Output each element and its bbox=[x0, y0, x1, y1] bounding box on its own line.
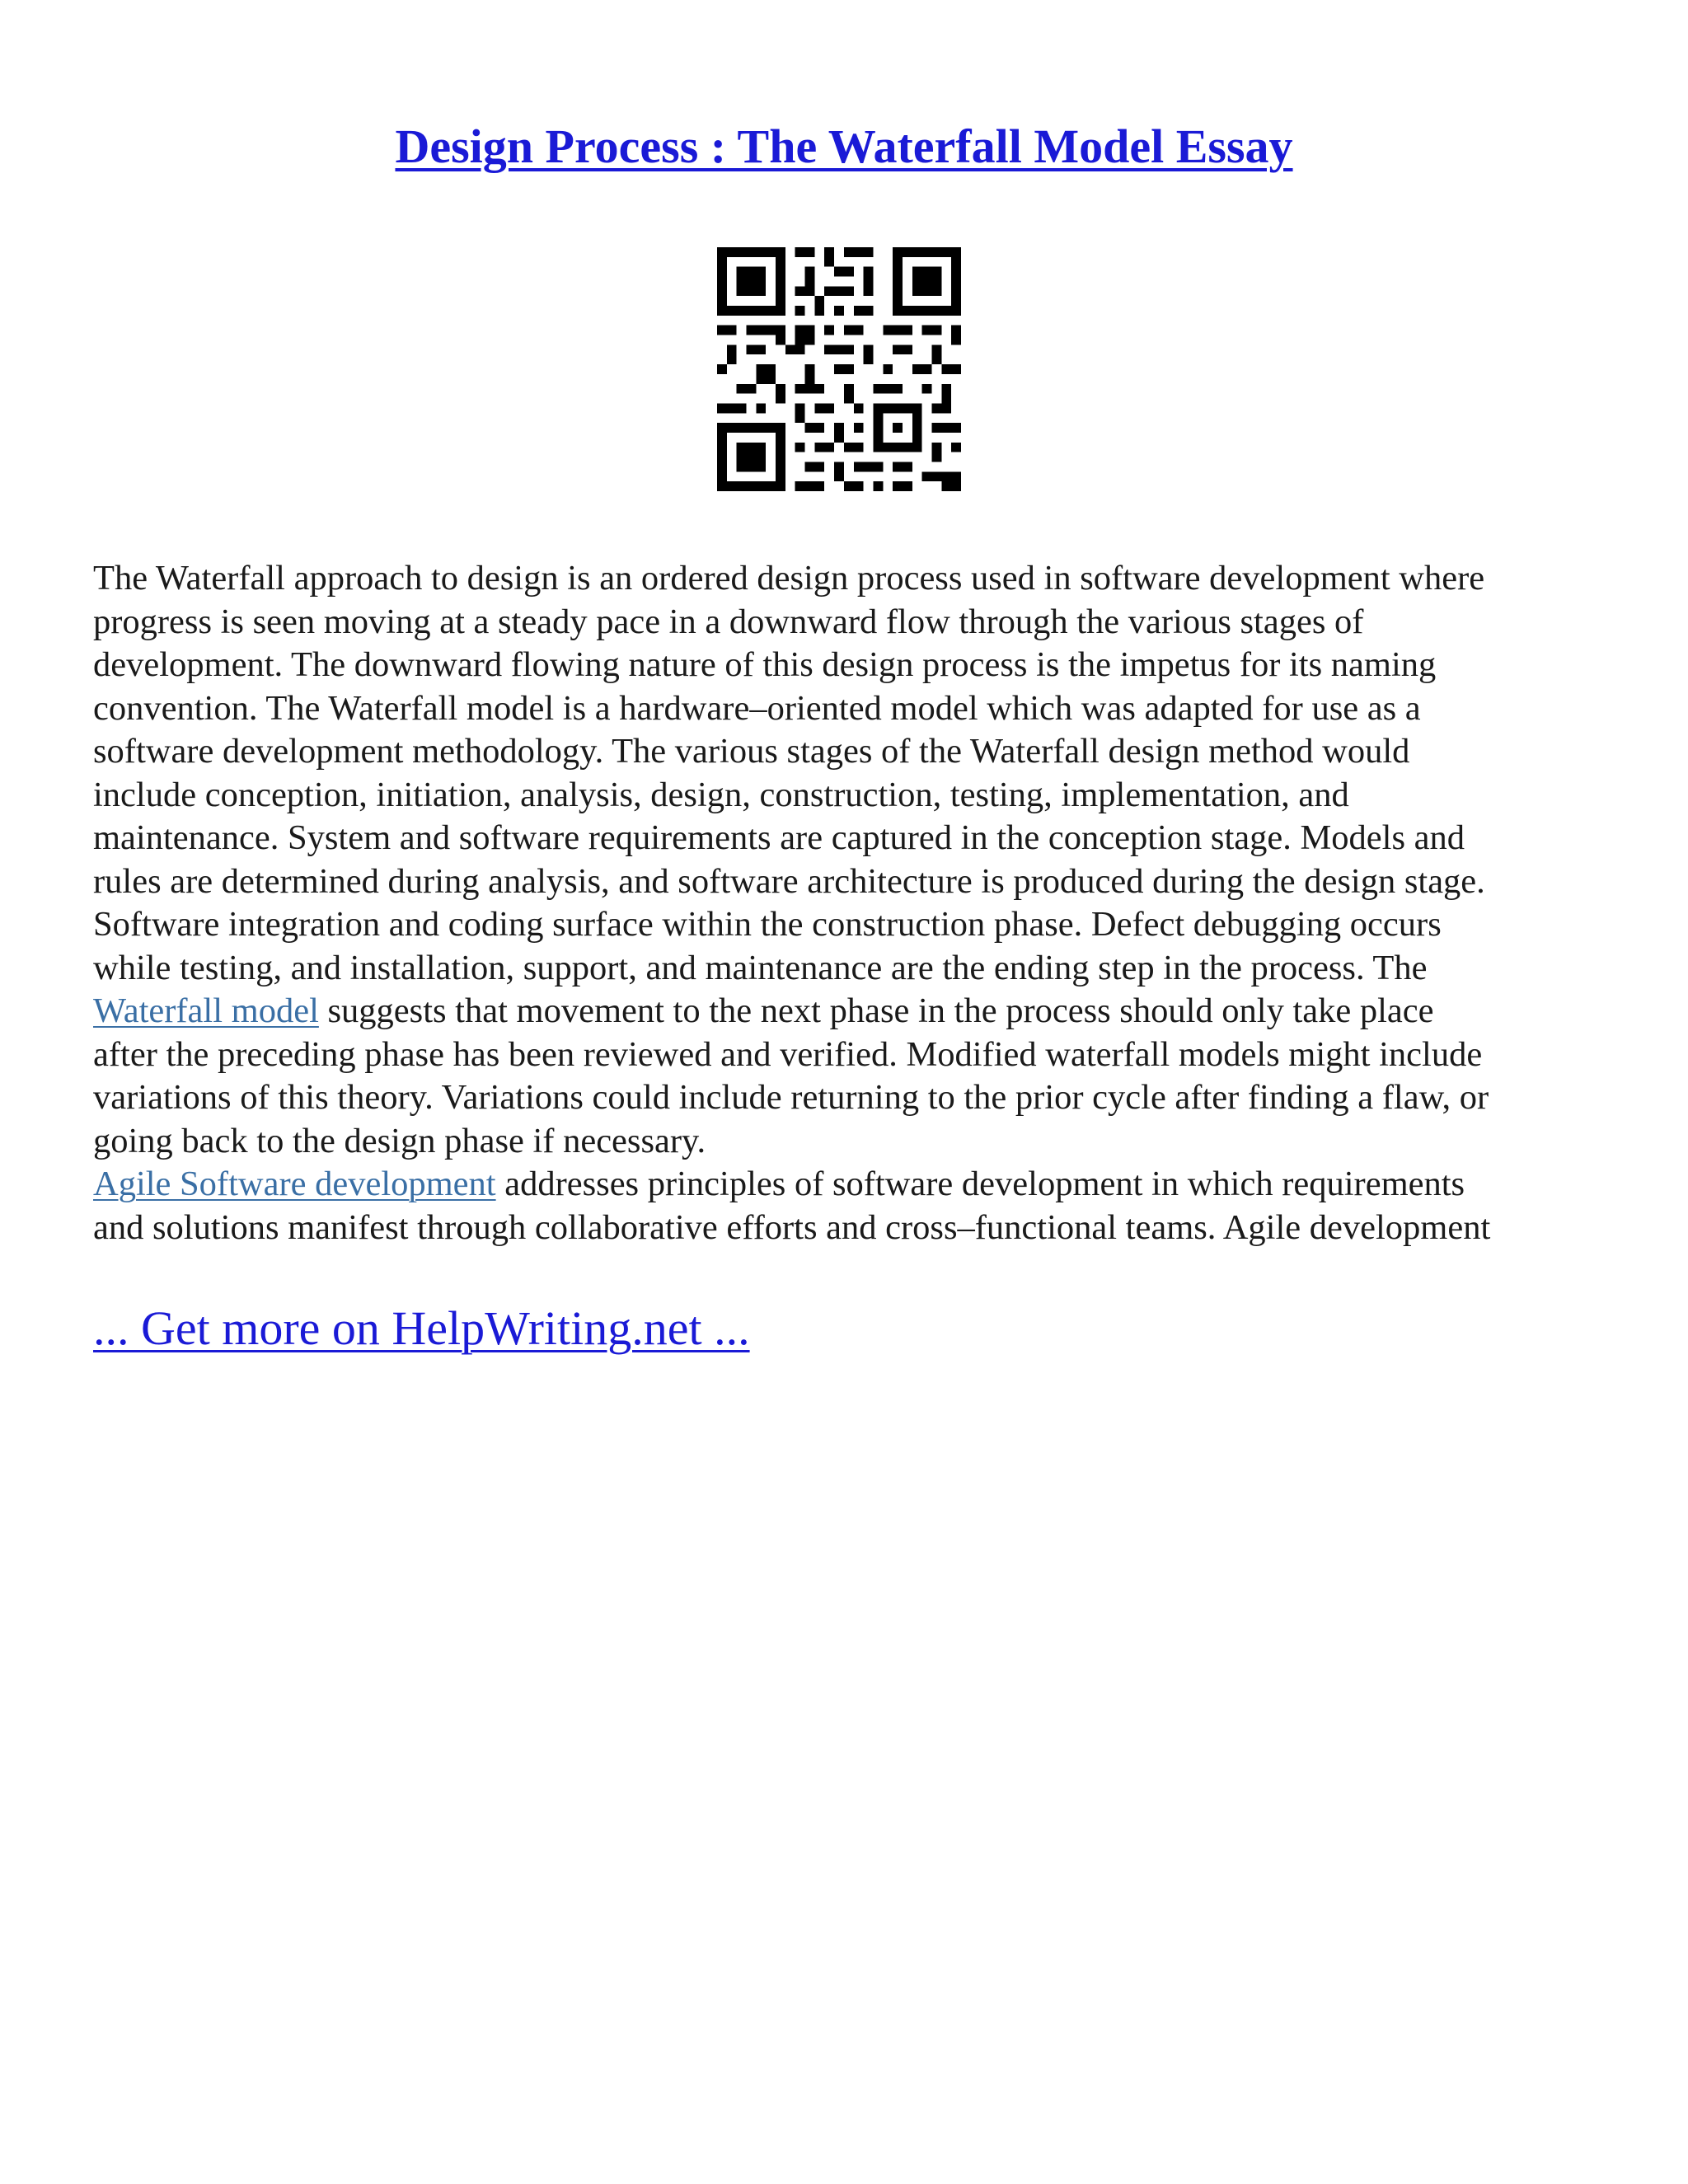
paragraph-line bbox=[93, 1120, 1601, 1164]
qr-code-icon bbox=[717, 247, 961, 491]
paragraph-line bbox=[93, 947, 1601, 991]
paragraph-line bbox=[93, 687, 1601, 731]
paragraph-text: convention. The Waterfall model is a hardware–oriented model which was adapted for use as a bbox=[93, 688, 1421, 728]
paragraph-text: include conception, initiation, analysis, design, construction, testing, implementation, and bbox=[93, 775, 1349, 814]
paragraph-line bbox=[93, 903, 1601, 947]
paragraph-line bbox=[93, 774, 1601, 818]
paragraph-text: software development methodology. The various stages of the Waterfall design method would bbox=[93, 732, 1410, 771]
paragraph-line bbox=[93, 990, 1601, 1033]
get-more-link[interactable]: ... Get more on HelpWriting.net ... bbox=[93, 1301, 750, 1355]
paragraph-text: after the preceding phase has been reviewed and verified. Modified waterfall models might include bbox=[93, 1034, 1483, 1074]
paragraph-line bbox=[93, 1207, 1601, 1250]
paragraph-line bbox=[93, 601, 1601, 644]
paragraph-text: development. The downward flowing nature of this design process is the impetus for its naming bbox=[93, 645, 1437, 684]
agile-software-development-link[interactable]: Agile Software development bbox=[93, 1165, 496, 1203]
paragraph-line bbox=[93, 730, 1601, 774]
qr-code-graphic bbox=[717, 247, 961, 491]
paragraph-text: going back to the design phase if necessary. bbox=[93, 1121, 706, 1160]
waterfall-model-link[interactable]: Waterfall model bbox=[93, 991, 319, 1030]
paragraph-line bbox=[93, 1076, 1601, 1120]
paragraph-text: while testing, and installation, support, and maintenance are the ending step in the process. The bbox=[93, 948, 1428, 987]
paragraph-text: and solutions manifest through collaborative efforts and cross–functional teams. Agile development bbox=[93, 1207, 1491, 1247]
paragraph-line bbox=[93, 1033, 1601, 1077]
paragraph-text: The Waterfall approach to design is an ordered design process used in software development where bbox=[93, 559, 1485, 598]
paragraph-line bbox=[93, 557, 1601, 601]
paragraph-line bbox=[93, 1163, 1601, 1207]
paragraph-text: addresses principles of software development in which requirements bbox=[495, 1165, 1465, 1203]
page-title bbox=[0, 114, 1688, 180]
paragraph-text: Software integration and coding surface within the construction phase. Defect debugging occurs bbox=[93, 905, 1442, 944]
paragraph-line bbox=[93, 817, 1601, 860]
paragraph-text: suggests that movement to the next phase in the process should only take place bbox=[318, 991, 1434, 1030]
title-link[interactable]: Design Process : The Waterfall Model Essay bbox=[395, 120, 1293, 173]
paragraph-text: progress is seen moving at a steady pace in a downward flow through the various stages of bbox=[93, 602, 1364, 641]
essay-paragraph bbox=[93, 557, 1601, 1249]
paragraph-text: maintenance. System and software requirements are captured in the conception stage. Models and bbox=[93, 818, 1465, 857]
paragraph-line bbox=[93, 860, 1601, 904]
paragraph-line bbox=[93, 644, 1601, 687]
paragraph-text: rules are determined during analysis, and software architecture is produced during the design stage. bbox=[93, 861, 1485, 901]
get-more-container bbox=[93, 1296, 750, 1361]
paragraph-text: variations of this theory. Variations could include returning to the prior cycle after finding a flaw, or bbox=[93, 1078, 1489, 1117]
